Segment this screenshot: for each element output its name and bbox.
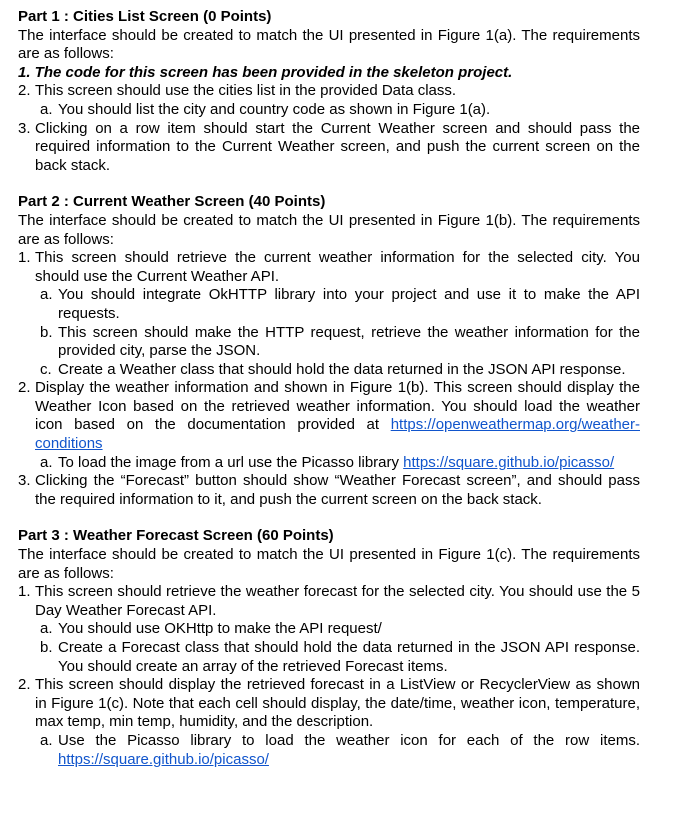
- list-text: Clicking the “Forecast” button should show “Weather Forecast screen”, and should pass the required information to it, and push the current screen on the back stack.: [35, 472, 640, 508]
- list-number: 2.: [18, 82, 31, 100]
- picasso-link[interactable]: https://square.github.io/picasso/: [403, 453, 615, 471]
- part1-item2: [18, 82, 640, 101]
- list-number: 1.: [18, 249, 31, 267]
- part2-item2: [18, 379, 640, 453]
- list-number: 1.: [18, 583, 31, 601]
- list-text: Create a Forecast class that should hold the data returned in the JSON API response. You should create an array of the retrieved Forecast items.: [58, 639, 640, 675]
- list-number: 3.: [18, 119, 31, 137]
- list-text-body: Use the Picasso library to load the weather icon for each of the row items.: [58, 731, 640, 749]
- part1-item3: [18, 120, 640, 176]
- part3-item1: [18, 583, 640, 620]
- list-letter: b.: [40, 639, 53, 656]
- list-text: [35, 379, 640, 453]
- list-text-body: To load the image from a url use the Picasso library: [58, 453, 399, 471]
- part2-item1a: [18, 286, 640, 323]
- list-text: [58, 732, 640, 769]
- part2-heading: Part 2 : Current Weather Screen (40 Points): [18, 193, 326, 211]
- part1-intro: The interface should be created to match the UI presented in Figure 1(a). The requirements are as follows:: [18, 26, 640, 63]
- part1-heading: Part 1 : Cities List Screen (0 Points): [18, 8, 272, 25]
- part3-intro: The interface should be created to match the UI presented in Figure 1(c). The requirements are as follows:: [18, 546, 640, 582]
- list-text: This screen should use the cities list in the provided Data class.: [35, 82, 457, 100]
- list-text: Create a Weather class that should hold the data returned in the JSON API response.: [58, 360, 626, 378]
- part3-item1a: [18, 620, 640, 639]
- part2-item1b: [18, 324, 640, 361]
- part2-section: [18, 193, 640, 509]
- list-number: 2.: [18, 379, 31, 397]
- part2-item1: [18, 249, 640, 286]
- picasso-link[interactable]: https://square.github.io/picasso/: [58, 750, 269, 768]
- list-text: You should list the city and country code as shown in Figure 1(a).: [58, 100, 491, 118]
- list-letter: a.: [40, 286, 53, 304]
- list-letter: a.: [40, 731, 53, 749]
- list-letter: b.: [40, 323, 53, 341]
- part2-intro: The interface should be created to match the UI presented in Figure 1(b). The requirements are as follows:: [18, 211, 640, 248]
- list-text: [58, 454, 640, 473]
- list-text: You should use OKHttp to make the API request/: [58, 620, 382, 638]
- list-letter: a.: [40, 100, 53, 118]
- list-letter: a.: [40, 453, 53, 471]
- list-number: 3.: [18, 472, 31, 490]
- part1-section: [18, 8, 640, 175]
- part1-item1: 1. The code for this screen has been provided in the skeleton project.: [18, 63, 513, 81]
- part2-item3: [18, 472, 640, 509]
- list-text: This screen should display the retrieved forecast in a ListView or RecyclerView as shown in Figure 1(c). Note that each cell should display, the date/time, weather icon, temperature, max temp, min temp, humidity, and the description.: [35, 676, 640, 731]
- part3-heading: Part 3 : Weather Forecast Screen (60 Points): [18, 527, 334, 545]
- list-text-body: Display the weather information and shown in Figure 1(b). This screen should display the Weather Icon based on the retrieved weather information. You should load the weather icon based on the documentation provided at: [35, 379, 640, 434]
- part3-section: [18, 527, 640, 769]
- list-letter: a.: [40, 620, 53, 638]
- list-text: You should integrate OkHTTP library into your project and use it to make the API requests.: [58, 286, 640, 322]
- part2-item2a: [18, 454, 640, 473]
- list-letter: c.: [40, 360, 52, 378]
- list-text: Clicking on a row item should start the Current Weather screen and should pass the required information to the Current Weather screen, and push the current screen on the back stack.: [35, 119, 640, 174]
- part1-item2a: [18, 101, 640, 120]
- list-text: This screen should retrieve the current weather information for the selected city. You should use the Current Weather API.: [35, 249, 640, 285]
- list-text: This screen should retrieve the weather forecast for the selected city. You should use the 5 Day Weather Forecast API.: [35, 583, 640, 619]
- weather-conditions-link[interactable]: https://openweathermap.org/weather-conditions: [35, 416, 640, 453]
- list-number: 2.: [18, 676, 31, 694]
- part3-item1b: [18, 639, 640, 676]
- part3-item2a: [18, 732, 640, 769]
- part2-item1c: [18, 361, 640, 380]
- list-text: This screen should make the HTTP request, retrieve the weather information for the provided city, parse the JSON.: [58, 323, 640, 360]
- part3-item2: [18, 676, 640, 732]
